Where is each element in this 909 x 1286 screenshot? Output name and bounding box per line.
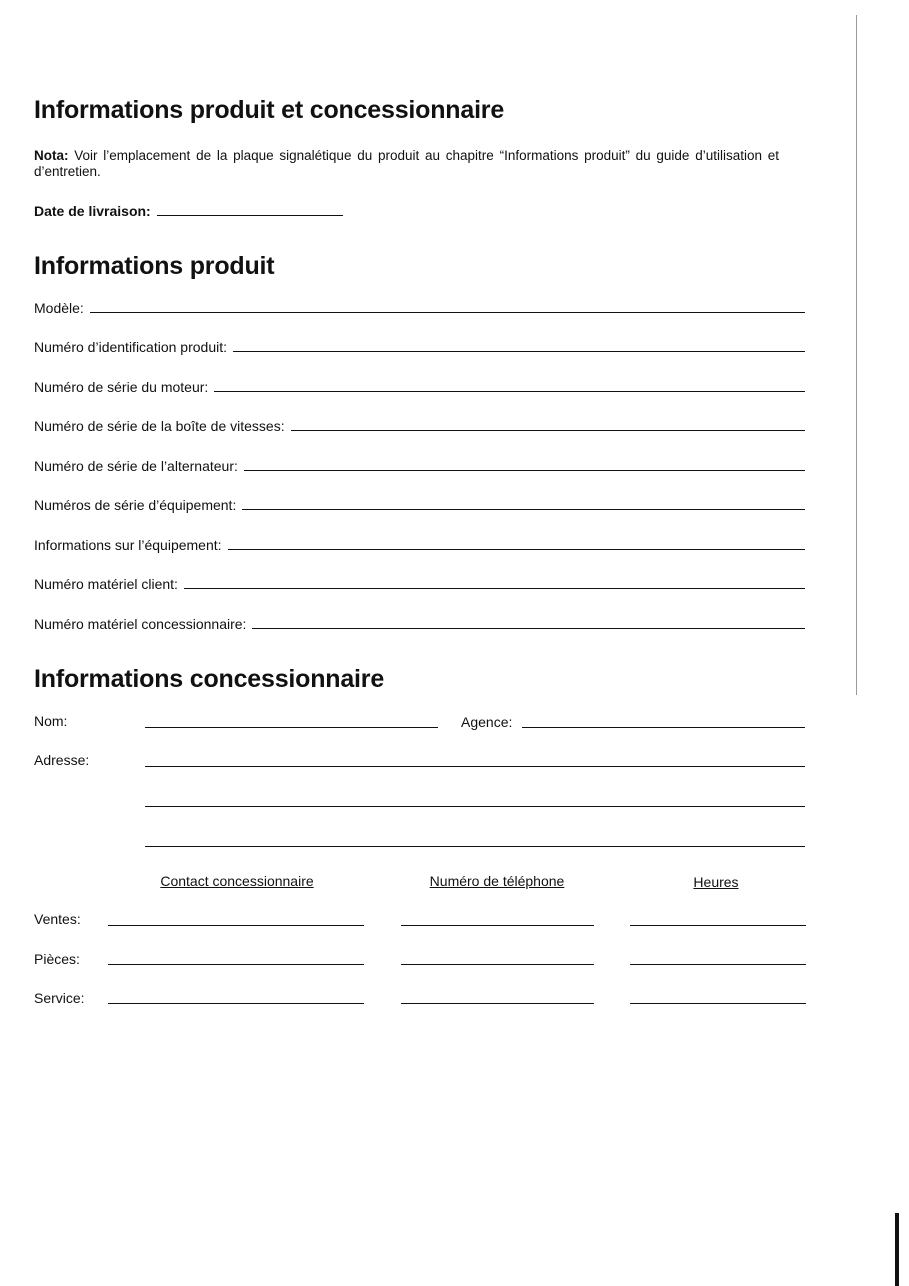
column-hours: Heures: [693, 874, 739, 890]
contact-row-label-parts: Pièces:: [34, 951, 80, 967]
field-label: Numéro de série de la boîte de vitesses:: [34, 418, 285, 434]
dealer-address-line-2[interactable]: [145, 806, 805, 807]
parts-hours-line[interactable]: [630, 964, 806, 965]
service-phone-line[interactable]: [401, 1003, 594, 1004]
note-text: Voir l’emplacement de la plaque signalétique du produit au chapitre “Informations produit” du guide d’utilisation et d’entretien.: [34, 148, 779, 179]
delivery-date-label: Date de livraison:: [34, 203, 151, 219]
dealer-name-line[interactable]: [145, 727, 438, 728]
sales-contact-line[interactable]: [108, 925, 364, 926]
dealer-address-line-3[interactable]: [145, 846, 805, 847]
dealer-address-line-1[interactable]: [145, 766, 805, 767]
note-paragraph: [34, 148, 779, 180]
page-title: Informations produit et concessionnaire: [34, 96, 505, 124]
product-field-gearbox-serial[interactable]: [34, 418, 805, 434]
product-field-dealer-material[interactable]: [34, 616, 805, 632]
column-contact: Contact concessionnaire: [160, 873, 314, 889]
delivery-date-line[interactable]: [157, 215, 343, 216]
product-field-equipment-info[interactable]: [34, 537, 805, 553]
column-phone: Numéro de téléphone: [429, 873, 565, 889]
dealer-section-heading: Informations concessionnaire: [34, 665, 385, 693]
field-line[interactable]: [228, 548, 805, 550]
field-label: Numéro matériel concessionnaire:: [34, 616, 247, 632]
field-label: Numéros de série d’équipement:: [34, 497, 237, 513]
field-line[interactable]: [233, 350, 805, 352]
dealer-name-label: Nom:: [34, 713, 68, 729]
parts-phone-line[interactable]: [401, 964, 594, 965]
dealer-agency-line[interactable]: [522, 727, 805, 728]
field-line[interactable]: [291, 429, 805, 431]
product-field-client-material[interactable]: [34, 576, 805, 592]
service-hours-line[interactable]: [630, 1003, 806, 1004]
field-line[interactable]: [90, 311, 805, 313]
product-field-alternator-serial[interactable]: [34, 458, 805, 474]
field-line[interactable]: [242, 508, 805, 510]
field-line[interactable]: [214, 390, 805, 392]
sales-phone-line[interactable]: [401, 925, 594, 926]
field-label: Numéro matériel client:: [34, 576, 178, 592]
dealer-address-label: Adresse:: [34, 752, 90, 768]
scan-edge-bar: [895, 1213, 899, 1286]
product-field-equipment-serials[interactable]: [34, 497, 805, 513]
sales-hours-line[interactable]: [630, 925, 806, 926]
note-prefix: Nota:: [34, 148, 69, 163]
field-line[interactable]: [244, 469, 805, 471]
service-contact-line[interactable]: [108, 1003, 364, 1004]
delivery-date-field[interactable]: [34, 203, 343, 219]
field-label: Informations sur l’équipement:: [34, 537, 222, 553]
product-field-id[interactable]: [34, 339, 805, 355]
contact-row-label-sales: Ventes:: [34, 911, 81, 927]
field-label: Modèle:: [34, 300, 84, 316]
product-field-model[interactable]: [34, 300, 805, 316]
field-label: Numéro de série de l’alternateur:: [34, 458, 238, 474]
product-field-engine-serial[interactable]: [34, 379, 805, 395]
field-label: Numéro d’identification produit:: [34, 339, 227, 355]
dealer-agency-label: Agence:: [461, 714, 513, 730]
parts-contact-line[interactable]: [108, 964, 364, 965]
field-line[interactable]: [184, 587, 805, 589]
scan-edge-line: [856, 15, 857, 695]
contact-row-label-service: Service:: [34, 990, 85, 1006]
field-line[interactable]: [252, 627, 805, 629]
product-section-heading: Informations produit: [34, 252, 275, 280]
field-label: Numéro de série du moteur:: [34, 379, 209, 395]
